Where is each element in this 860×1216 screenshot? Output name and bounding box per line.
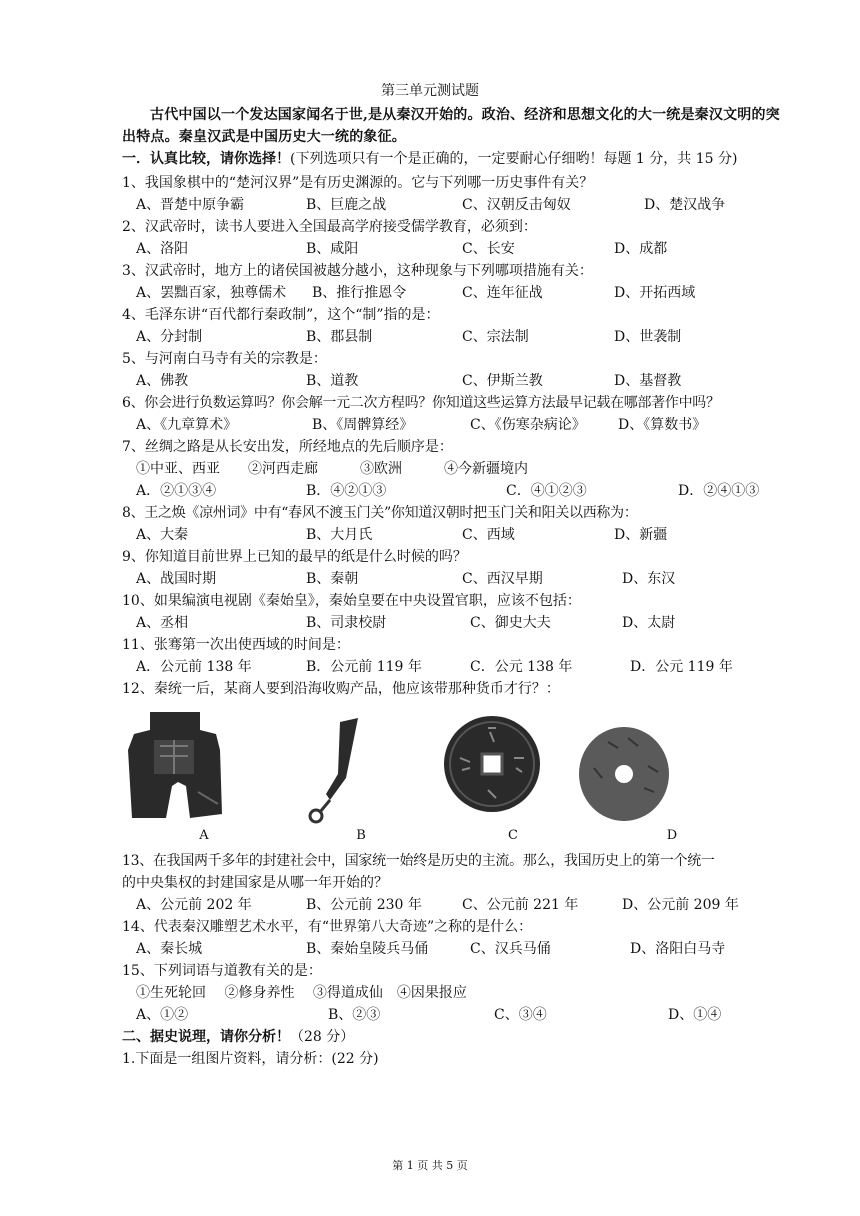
q10-option-b: B、司隶校尉	[306, 615, 387, 631]
q5-option-a: A、佛教	[136, 373, 189, 389]
spade-money-image	[120, 710, 230, 826]
q2-option-a: A、洛阳	[136, 241, 189, 257]
q5-option-d: D、基督教	[614, 373, 682, 389]
q8-option-b: B、大月氏	[306, 527, 373, 543]
q8-option-c: C、西域	[462, 527, 515, 543]
q4-option-b: B、郡县制	[306, 329, 373, 345]
question-7: 7、丝绸之路是从长安出发，所经地点的先后顺序是：	[122, 439, 453, 455]
question-9: 9、你知道目前世界上已知的最早的纸是什么时候的吗？	[122, 549, 467, 565]
q7-option-b: B．④②①③	[306, 483, 387, 499]
coin-label-b: B	[356, 828, 366, 843]
q11-option-a: A．公元前 138 年	[136, 659, 252, 675]
q3-option-c: C、连年征战	[462, 285, 543, 301]
q8-option-d: D、新疆	[614, 527, 668, 543]
q6-option-a: A、《九章算术》	[136, 417, 238, 433]
q15-option-a: A、①②	[136, 1007, 189, 1023]
q13-option-c: C、公元前 221 年	[462, 897, 579, 913]
question-14: 14、代表秦汉雕塑艺术水平，有“世界第八大奇迹”之称的是什么：	[122, 919, 533, 935]
q14-option-c: C、汉兵马俑	[470, 941, 551, 957]
section2-note: （28 分）	[290, 1029, 355, 1045]
q2-option-c: C、长安	[462, 241, 515, 257]
question-13-cont: 的中央集权的封建国家是从哪一年开始的？	[122, 875, 388, 891]
q1-option-a: A、晋楚中原争霸	[136, 197, 245, 213]
page-footer: 第 1 页 共 5 页	[392, 1159, 468, 1172]
question-2: 2、汉武帝时，读书人要进入全国最高学府接受儒学教育，必须到：	[122, 219, 537, 235]
round-coin-round-hole-image	[578, 726, 670, 822]
question-15: 15、下列词语与道教有关的是：	[122, 963, 322, 979]
question-8: 8、王之焕《凉州词》中有“春风不渡玉门关”你知道汉朝时把玉门关和阳关以西称为：	[122, 505, 638, 521]
q7-option-c: C．④①②③	[506, 483, 587, 499]
q9-option-c: C、西汉早期	[462, 571, 543, 587]
q10-option-d: D、太尉	[622, 615, 676, 631]
page-title: 第三单元测试题	[381, 83, 479, 99]
q9-option-d: D、东汉	[622, 571, 676, 587]
question-11: 11、张骞第一次出使西域的时间是：	[122, 637, 350, 653]
q7-option-d: D．②④①③	[678, 483, 760, 499]
q14-option-a: A、秦长城	[136, 941, 203, 957]
q10-option-a: A、丞相	[136, 615, 189, 631]
q8-option-a: A、大秦	[136, 527, 189, 543]
q3-option-a: A、罢黜百家，独尊儒术	[136, 285, 287, 301]
q15-option-d: D、①④	[668, 1007, 722, 1023]
q1-option-c: C、汉朝反击匈奴	[462, 197, 571, 213]
q13-option-a: A、公元前 202 年	[136, 897, 252, 913]
section2-heading	[122, 1026, 354, 1048]
q3-option-b: B、推行推恩令	[312, 285, 407, 301]
q9-option-b: B、秦朝	[306, 571, 359, 587]
q2-option-d: D、成都	[614, 241, 668, 257]
q7-statements: ①中亚、西亚 ②河西走廊 ③欧洲 ④今新疆境内	[136, 461, 528, 477]
q13-option-b: B、公元前 230 年	[306, 897, 422, 913]
q14-option-d: D、洛阳白马寺	[630, 941, 726, 957]
coin-label-a: A	[199, 828, 209, 843]
q5-option-c: C、伊斯兰教	[462, 373, 543, 389]
section2-question-1: 1.下面是一组图片资料，请分析：(22 分)	[122, 1051, 379, 1067]
coin-label-d: D	[666, 828, 678, 843]
question-6: 6、你会进行负数运算吗？你会解一元二次方程吗？你知道这些运算方法最早记载在哪部著作中吗？	[122, 395, 720, 411]
q4-option-d: D、世袭制	[614, 329, 682, 345]
section2-title: 二、据史说理，请你分析！	[122, 1029, 290, 1045]
q11-option-b: B．公元前 119 年	[306, 659, 422, 675]
q7-option-a: A．②①③④	[136, 483, 217, 499]
q6-option-d: D、《算数书》	[618, 417, 707, 433]
q6-option-b: B、《周髀算经》	[312, 417, 414, 433]
section1-note: (下列选项只有一个是正确的，一定要耐心仔细哟！每题 1 分，共 15 分)	[290, 151, 738, 167]
q1-option-b: B、巨鹿之战	[306, 197, 387, 213]
question-12: 12、秦统一后，某商人要到沿海收购产品，他应该带那种货币才行？：	[122, 681, 560, 697]
q11-option-d: D．公元 119 年	[630, 659, 733, 675]
intro-paragraph: 古代中国以一个发达国家闻名于世,是从秦汉开始的。政治、经济和思想文化的大一统是秦汉文明的突出特点。秦皇汉武是中国历史大一统的象征。	[122, 107, 780, 145]
round-coin-square-hole-image	[440, 712, 544, 816]
q13-option-d: D、公元前 209 年	[622, 897, 739, 913]
q4-option-c: C、宗法制	[462, 329, 529, 345]
q4-option-a: A、分封制	[136, 329, 203, 345]
question-5: 5、与河南白马寺有关的宗教是：	[122, 351, 327, 367]
question-13: 13、在我国两千多年的封建社会中，国家统一始终是历史的主流。那么，我国历史上的第一个统一	[122, 853, 715, 869]
knife-money-image	[300, 716, 380, 826]
q9-option-a: A、战国时期	[136, 571, 217, 587]
coin-label-c: C	[508, 828, 518, 843]
q10-option-c: C、御史大夫	[470, 615, 551, 631]
question-3: 3、汉武帝时，地方上的诸侯国被越分越小，这种现象与下列哪项措施有关：	[122, 263, 593, 279]
question-10: 10、如果编演电视剧《秦始皇》，秦始皇要在中央设置官职，应该不包括：	[122, 593, 581, 609]
q1-option-d: D、楚汉战争	[644, 197, 726, 213]
question-4: 4、毛泽东讲“百代都行秦政制”，这个“制”指的是：	[122, 307, 440, 323]
q11-option-c: C．公元 138 年	[470, 659, 573, 675]
q5-option-b: B、道教	[306, 373, 359, 389]
q14-option-b: B、秦始皇陵兵马俑	[306, 941, 429, 957]
section1-heading	[122, 148, 737, 170]
question-1: 1、我国象棋中的“楚河汉界”是有历史渊源的。它与下列哪一历史事件有关？	[122, 175, 594, 191]
q2-option-b: B、咸阳	[306, 241, 359, 257]
q3-option-d: D、开拓西域	[614, 285, 696, 301]
q15-option-b: B、②③	[328, 1007, 381, 1023]
section1-title: 一．认真比较，请你选择！	[122, 151, 290, 167]
q15-option-c: C、③④	[494, 1007, 547, 1023]
q6-option-c: C、《伤寒杂病论》	[470, 417, 586, 433]
q15-statements: ①生死轮回 ②修身养性 ③得道成仙 ④因果报应	[136, 985, 467, 1001]
